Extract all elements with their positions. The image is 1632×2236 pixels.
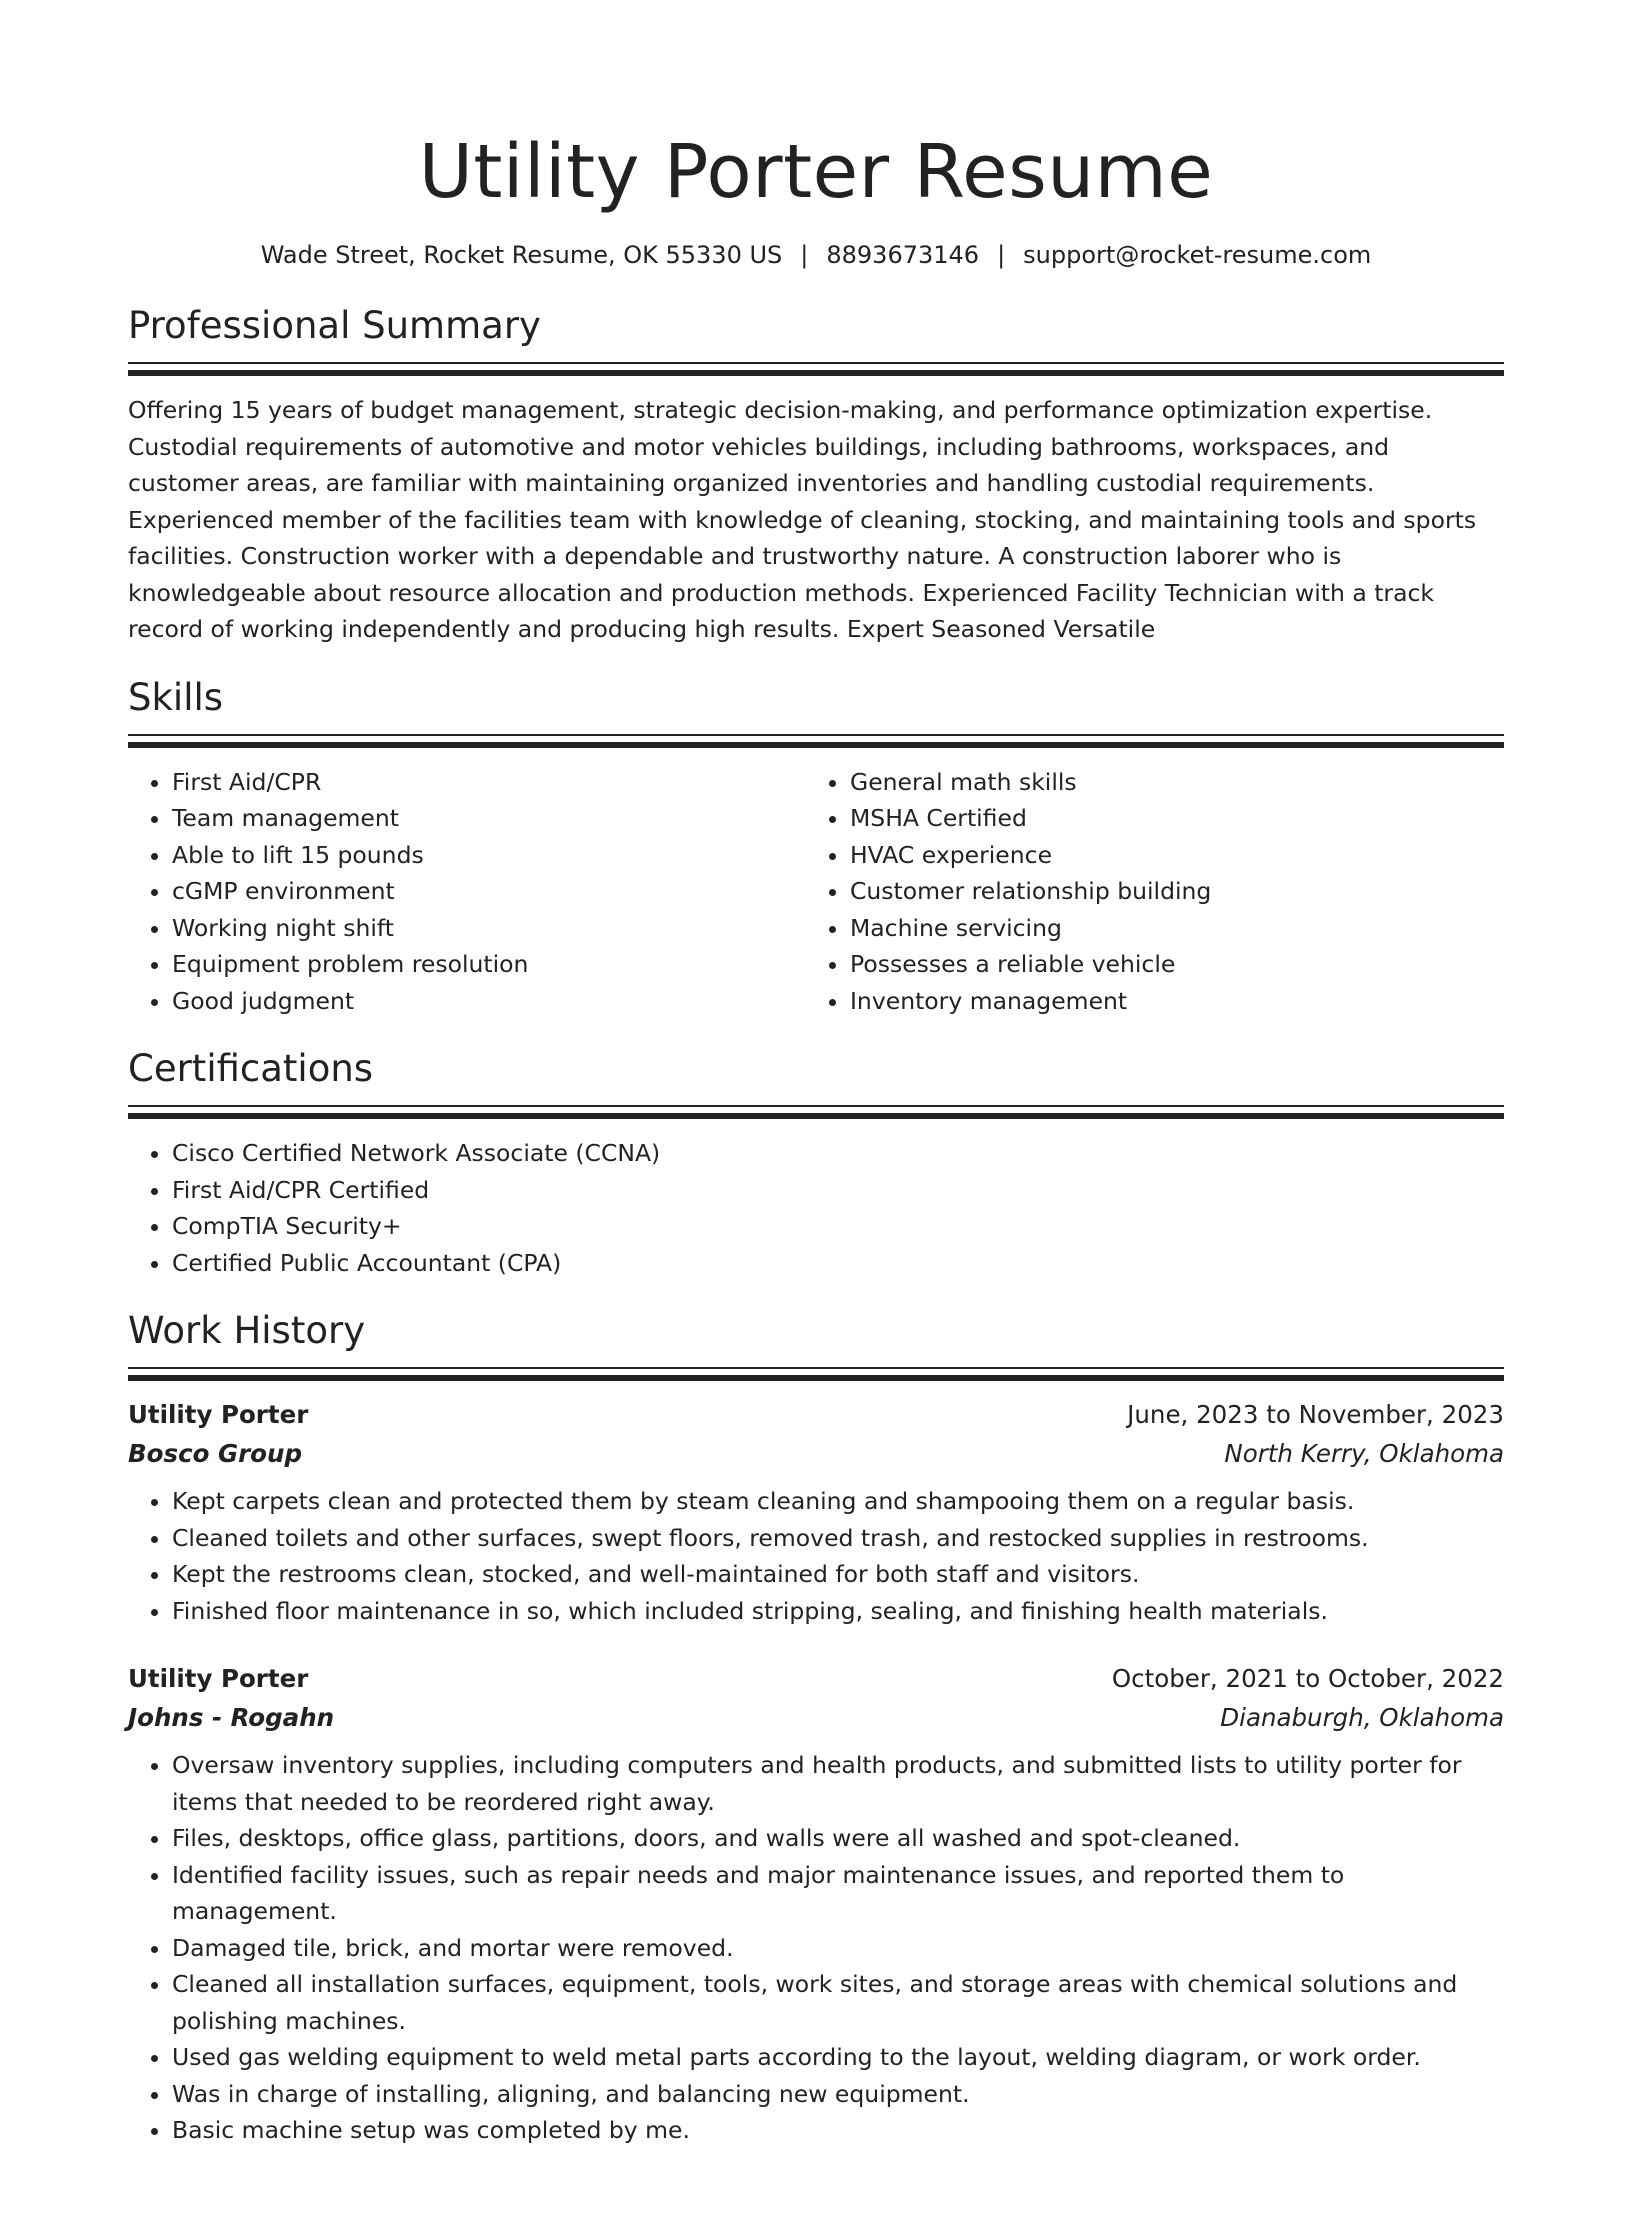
job-duty-item: • Kept carpets clean and protected them by steam cleaning and shampooing them on a regular basis. [172, 1483, 1504, 1520]
job-duty-item: • Finished floor maintenance in so, which included stripping, sealing, and finishing health materials. [172, 1593, 1504, 1630]
skill-item: • MSHA Certified [850, 800, 1484, 837]
job-duty-item: • Oversaw inventory supplies, including computers and health products, and submitted lists to utility porter for items that needed to be reordered right away. [172, 1747, 1504, 1820]
section-divider [128, 734, 1504, 748]
skill-item: • General math skills [850, 764, 1484, 801]
job-duty-item: • Basic machine setup was completed by me. [172, 2112, 1504, 2149]
certification-item: • Cisco Certified Network Associate (CCNA) [172, 1135, 1504, 1172]
contact-separator: | [800, 241, 809, 269]
summary-section [128, 302, 1504, 648]
skills-grid [128, 764, 1504, 1020]
job-duties-list [128, 1483, 1504, 1629]
skill-item: • Inventory management [850, 983, 1484, 1020]
job-entry [128, 1659, 1504, 2149]
job-duty-item: • Files, desktops, office glass, partitions, doors, and walls were all washed and spot-cleaned. [172, 1820, 1504, 1857]
contact-phone: 8893673146 [826, 241, 980, 269]
certification-item: • CompTIA Security+ [172, 1208, 1504, 1245]
skill-item: • Working night shift [172, 910, 806, 947]
skill-item: • First Aid/CPR [172, 764, 806, 801]
job-duty-item: • Kept the restrooms clean, stocked, and well-maintained for both staff and visitors. [172, 1556, 1504, 1593]
work-history-heading: Work History [128, 1309, 366, 1352]
skills-list-left [128, 764, 806, 1020]
job-dates: October, 2021 to October, 2022 [1111, 1664, 1504, 1693]
job-title: Utility Porter [128, 1664, 309, 1693]
skill-item: • Machine servicing [850, 910, 1484, 947]
job-company: Johns - Rogahn [128, 1703, 335, 1732]
job-company-row [128, 1698, 1504, 1737]
skill-item: • cGMP environment [172, 873, 806, 910]
skill-item: • Able to lift 15 pounds [172, 837, 806, 874]
skill-item: • Possesses a reliable vehicle [850, 946, 1484, 983]
job-dates: June, 2023 to November, 2023 [1127, 1400, 1504, 1429]
section-divider [128, 362, 1504, 376]
job-title: Utility Porter [128, 1400, 309, 1429]
skill-item: • Equipment problem resolution [172, 946, 806, 983]
resume-title: Utility Porter Resume [418, 129, 1214, 215]
job-duty-item: • Identified facility issues, such as repair needs and major maintenance issues, and reported them to management. [172, 1857, 1504, 1930]
job-company: Bosco Group [128, 1439, 302, 1468]
skills-list-right [806, 764, 1484, 1020]
contact-email[interactable]: support@rocket-resume.com [1023, 241, 1372, 269]
summary-text: Offering 15 years of budget management, strategic decision-making, and performance optimization expertise. Custodial requirements of automotive and motor vehicles buildings, including bathrooms, workspaces, and customer areas, are familiar with maintaining organized inventories and handling custodial requirements. Experienced member of the facilities team with knowledge of cleaning, stocking, and maintaining tools and sports facilities. Construction worker with a dependable and trustworthy nature. A construction laborer who is knowledgeable about resource allocation and production methods. Experienced Facility Technician with a track record of working independently and producing high results. Expert Seasoned Versatile [128, 396, 1477, 643]
contact-address: Wade Street, Rocket Resume, OK 55330 US [260, 241, 783, 269]
resume-page [0, 124, 1632, 2236]
job-header-row [128, 1659, 1504, 1698]
certifications-list [128, 1135, 1504, 1281]
skill-item: • Good judgment [172, 983, 806, 1020]
skill-item: • Team management [172, 800, 806, 837]
job-duty-item: • Cleaned toilets and other surfaces, swept floors, removed trash, and restocked supplies in restrooms. [172, 1520, 1504, 1557]
contact-separator: | [997, 241, 1006, 269]
job-header-row [128, 1395, 1504, 1434]
job-entry [128, 1395, 1504, 1629]
certifications-section [128, 1045, 1504, 1281]
work-history-section [128, 1307, 1504, 2149]
job-location: Dianaburgh, Oklahoma [1220, 1703, 1504, 1732]
section-divider [128, 1105, 1504, 1119]
section-divider [128, 1367, 1504, 1381]
job-duties-list [128, 1747, 1504, 2149]
skill-item: • Customer relationship building [850, 873, 1484, 910]
skill-item: • HVAC experience [850, 837, 1484, 874]
job-location: North Kerry, Oklahoma [1224, 1439, 1504, 1468]
job-duty-item: • Was in charge of installing, aligning, and balancing new equipment. [172, 2076, 1504, 2113]
contact-line [128, 238, 1504, 272]
job-duty-item: • Cleaned all installation surfaces, equipment, tools, work sites, and storage areas with chemical solutions and polishing machines. [172, 1966, 1504, 2039]
summary-heading: Professional Summary [128, 304, 541, 347]
skills-section [128, 674, 1504, 1020]
job-duty-item: • Damaged tile, brick, and mortar were removed. [172, 1930, 1504, 1967]
certification-item: • Certified Public Accountant (CPA) [172, 1245, 1504, 1282]
skills-heading: Skills [128, 675, 224, 719]
certification-item: • First Aid/CPR Certified [172, 1172, 1504, 1209]
job-company-row [128, 1434, 1504, 1473]
job-duty-item: • Used gas welding equipment to weld metal parts according to the layout, welding diagram, or work order. [172, 2039, 1504, 2076]
certifications-heading: Certifications [128, 1047, 374, 1090]
